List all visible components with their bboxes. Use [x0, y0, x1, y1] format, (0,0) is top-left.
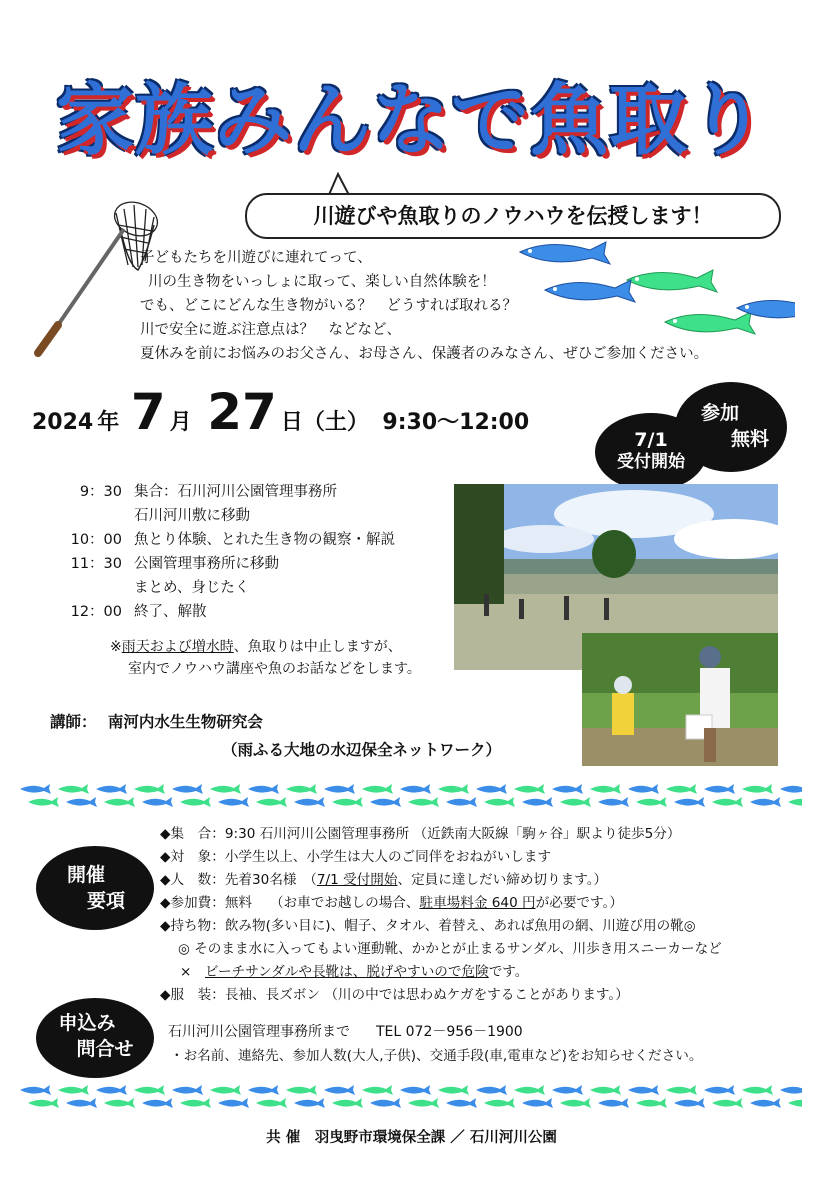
- intro-line-4: 川で安全に遊ぶ注意点は？ などなど、: [140, 322, 401, 338]
- fish-icon: [552, 1085, 583, 1095]
- lecturer: [50, 710, 263, 732]
- fish-icon: [446, 1098, 477, 1108]
- fish-icon: [370, 797, 401, 807]
- schedule-text: 石川河川敷に移動: [134, 508, 250, 524]
- detail-label: ◆服 装：: [160, 987, 225, 1003]
- fish-icon: [104, 1098, 135, 1108]
- fish-icon: [476, 1085, 507, 1095]
- fish-icon: [66, 1098, 97, 1108]
- schedule-time: 9：30: [79, 484, 122, 500]
- schedule-text: 終了、解散: [134, 604, 207, 620]
- date-year: 2024: [32, 410, 94, 435]
- schedule-row: [52, 504, 395, 528]
- detail-text: 小学生以上、小学生は大人のご同伴をおねがいします: [224, 849, 552, 865]
- fish-icon: [332, 797, 363, 807]
- fish-icon: [476, 784, 507, 794]
- child-fishing-photo: [582, 633, 778, 766]
- detail-venue: [160, 823, 680, 846]
- fish-icon: [370, 1098, 401, 1108]
- fish-icon: [666, 1085, 697, 1095]
- fish-icon: [218, 797, 249, 807]
- reception-date: 7/1: [634, 429, 668, 451]
- fish-icon: [286, 1085, 317, 1095]
- fish-icon: [636, 1098, 667, 1108]
- detail-items: [160, 915, 696, 938]
- fish-icon: [522, 797, 553, 807]
- date-month: 7: [130, 383, 166, 441]
- apply-note: ・お名前、連絡先、参加人数(大人,子供)、交通手段(車,電車など)をお知らせください。: [170, 1048, 703, 1064]
- fish-divider-bottom: [20, 1083, 802, 1111]
- schedule: [52, 480, 395, 624]
- detail-text: 無料 （お車でお越しの場合、: [224, 895, 420, 911]
- fish-icon: [20, 1085, 51, 1095]
- fish-icon: [522, 1098, 553, 1108]
- date-day-unit: 日: [280, 410, 303, 435]
- rain-note-mark: ※: [110, 639, 122, 655]
- fish-icon: [560, 1098, 591, 1108]
- fish-icon: [332, 1098, 363, 1108]
- fish-icon: [674, 1098, 705, 1108]
- fish-icon: [552, 784, 583, 794]
- fish-icon: [294, 797, 325, 807]
- fish-icon: [324, 1085, 355, 1095]
- fish-icon: [286, 784, 317, 794]
- intro-line-5: 夏休みを前にお悩みのお父さん、お母さん、保護者のみなさん、ぜひご参加ください。: [140, 346, 709, 362]
- apply-label-line1: 申込み: [58, 1012, 116, 1034]
- fish-icon: [218, 1098, 249, 1108]
- apply-office: [168, 1021, 523, 1044]
- fish-icon: [590, 1085, 621, 1095]
- fish-icon: [780, 784, 802, 794]
- fish-icon: [58, 784, 89, 794]
- schedule-row: [52, 480, 395, 504]
- overview-label-line1: 開催: [66, 864, 105, 886]
- fish-icon: [400, 1085, 431, 1095]
- fish-icon: [750, 797, 781, 807]
- fish-icon: [294, 1098, 325, 1108]
- fish-icon: [180, 1098, 211, 1108]
- fish-icon: [256, 797, 287, 807]
- fish-icon: [210, 784, 241, 794]
- organizers: 共 催 羽曳野市環境保全課 ／ 石川河川公園: [266, 1130, 557, 1146]
- fish-icon: [324, 784, 355, 794]
- schedule-row: [52, 552, 395, 576]
- fish-icon: [742, 784, 773, 794]
- schedule-row: [52, 600, 395, 624]
- fish-icon: [172, 1085, 203, 1095]
- detail-capacity: [160, 869, 607, 892]
- detail-label: ◆参加費：: [160, 895, 225, 911]
- date-day: 27: [207, 383, 277, 441]
- free-badge: [675, 382, 787, 472]
- detail-text: が必要です。）: [535, 895, 623, 911]
- fish-icon: [628, 1085, 659, 1095]
- fish-icon: [28, 797, 59, 807]
- fish-icon: [362, 1085, 393, 1095]
- detail-label: ◆持ち物：: [160, 918, 225, 934]
- schedule-time: 10：00: [70, 532, 122, 548]
- detail-target: [160, 846, 551, 869]
- page-title: 家族みんなで魚取り: [55, 76, 767, 166]
- fish-icon: [408, 797, 439, 807]
- detail-ng-shoes: [180, 961, 528, 984]
- tagline-bubble: 川遊びや魚取りのノウハウを伝授します！: [245, 193, 781, 239]
- fish-icon: [362, 784, 393, 794]
- fish-icon: [636, 797, 667, 807]
- intro-line-3: でも、どこにどんな生き物がいる？ どうすれば取れる？: [140, 298, 517, 314]
- detail-clothes: [160, 984, 629, 1007]
- schedule-row: [52, 576, 395, 600]
- rain-note-text: 、魚取りは中止しますが、: [233, 639, 402, 655]
- rain-note-line2: 室内でノウハウ講座や魚のお話などをします。: [128, 661, 421, 677]
- fish-icon: [598, 1098, 629, 1108]
- intro-line-1: 子どもたちを川遊びに連れてって、: [140, 250, 372, 266]
- date-year-unit: 年: [97, 410, 120, 435]
- detail-text: 9:30 石川河川公園管理事務所 （近鉄南大阪線「駒ヶ谷」駅より徒歩5分）: [224, 826, 681, 842]
- detail-text: です。: [488, 964, 529, 980]
- rain-note-condition: 雨天および増水時: [121, 639, 234, 655]
- fish-icon: [400, 784, 431, 794]
- fish-icon: [712, 797, 743, 807]
- fish-icon: [712, 1098, 743, 1108]
- fish-icon: [248, 784, 279, 794]
- fish-icon: [28, 1098, 59, 1108]
- detail-label: ◆人 数：: [160, 872, 225, 888]
- fish-icon: [590, 784, 621, 794]
- fish-icon: [484, 1098, 515, 1108]
- fish-icon: [674, 797, 705, 807]
- fish-icon: [96, 784, 127, 794]
- schedule-text: 集合：石川河川公園管理事務所: [134, 484, 337, 500]
- fish-icon: [560, 797, 591, 807]
- schedule-text: 公園管理事務所に移動: [134, 556, 279, 572]
- detail-underline: ビーチサンダルや長靴は、脱げやすいので危険: [204, 964, 489, 980]
- fish-icon: [66, 797, 97, 807]
- fish-icon: [96, 1085, 127, 1095]
- fish-icon: [788, 1098, 802, 1108]
- schedule-time: 12：00: [70, 604, 122, 620]
- fish-icon: [788, 797, 802, 807]
- detail-text: 飲み物(多い目に)、帽子、タオル、着替え、あれば魚用の網、川遊び用の靴◎: [224, 918, 696, 934]
- fish-icon: [210, 1085, 241, 1095]
- detail-text: 長袖、長ズボン （川の中では思わぬケガをすることがあります。）: [224, 987, 629, 1003]
- detail-text: 、定員に達しだい締め切ります。）: [397, 872, 608, 888]
- apply-label-line2: 問合せ: [76, 1038, 134, 1060]
- fish-icon: [172, 784, 203, 794]
- lecturer-org: （雨ふる大地の水辺保全ネットワーク）: [222, 741, 502, 759]
- fish-icon: [484, 797, 515, 807]
- detail-underline: 7/1 受付開始: [316, 872, 398, 888]
- fish-icon: [180, 797, 211, 807]
- fish-icon: [750, 1098, 781, 1108]
- detail-underline: 駐車場料金 640 円: [419, 895, 536, 911]
- reception-label: 受付開始: [617, 452, 685, 472]
- fish-icon: [628, 784, 659, 794]
- fish-icon: [514, 784, 545, 794]
- detail-mark: ×: [180, 964, 192, 980]
- fish-icon: [438, 784, 469, 794]
- event-date: [32, 383, 529, 441]
- fish-icon: [256, 1098, 287, 1108]
- lecturer-name: 南河内水生生物研究会: [107, 713, 263, 731]
- schedule-time: 11：30: [70, 556, 122, 572]
- detail-label: ◆対 象：: [160, 849, 225, 865]
- apply-office-text: 石川河川公園管理事務所まで: [168, 1024, 350, 1040]
- fish-icon: [134, 1085, 165, 1095]
- overview-label: [36, 846, 154, 930]
- date-month-unit: 月: [169, 410, 192, 435]
- detail-label: ◆集 合：: [160, 826, 225, 842]
- fish-icon: [780, 1085, 802, 1095]
- date-time: 9:30～12:00: [382, 410, 530, 435]
- fish-icon: [134, 784, 165, 794]
- fish-icon: [142, 797, 173, 807]
- fish-icon: [104, 797, 135, 807]
- fish-icon: [704, 784, 735, 794]
- fish-icon: [514, 1085, 545, 1095]
- apply-tel: TEL 072－956－1900: [376, 1024, 523, 1040]
- fish-icon: [408, 1098, 439, 1108]
- fish-icon: [142, 1098, 173, 1108]
- lecturer-label: 講師：: [50, 713, 97, 731]
- rain-note: [110, 636, 421, 680]
- fish-divider-top: [20, 782, 802, 810]
- fish-icon: [438, 1085, 469, 1095]
- fish-icon: [598, 797, 629, 807]
- detail-fee: [160, 892, 623, 915]
- fish-icon: [248, 1085, 279, 1095]
- schedule-text: まとめ、身じたく: [134, 580, 250, 596]
- free-badge-line2: 無料: [730, 428, 769, 450]
- detail-text: 先着30名様 （: [224, 872, 317, 888]
- schedule-text: 魚とり体験、とれた生き物の観察・解説: [134, 532, 395, 548]
- fish-icon: [666, 784, 697, 794]
- fish-icon: [704, 1085, 735, 1095]
- apply-label: [36, 998, 154, 1078]
- fish-icon: [446, 797, 477, 807]
- fish-icon: [58, 1085, 89, 1095]
- date-weekday: （土）: [302, 410, 369, 435]
- overview-label-line2: 要項: [86, 890, 125, 912]
- fish-icon: [742, 1085, 773, 1095]
- detail-ok-shoes: ◎ そのまま水に入ってもよい運動靴、かかとが止まるサンダル、川歩き用スニーカーなど: [178, 941, 722, 957]
- intro-line-2: 川の生き物をいっしょに取って、楽しい自然体験を！: [148, 274, 496, 290]
- schedule-row: [52, 528, 395, 552]
- fish-icon: [20, 784, 51, 794]
- free-badge-line1: 参加: [700, 402, 739, 424]
- fish-school-icon: [515, 238, 795, 353]
